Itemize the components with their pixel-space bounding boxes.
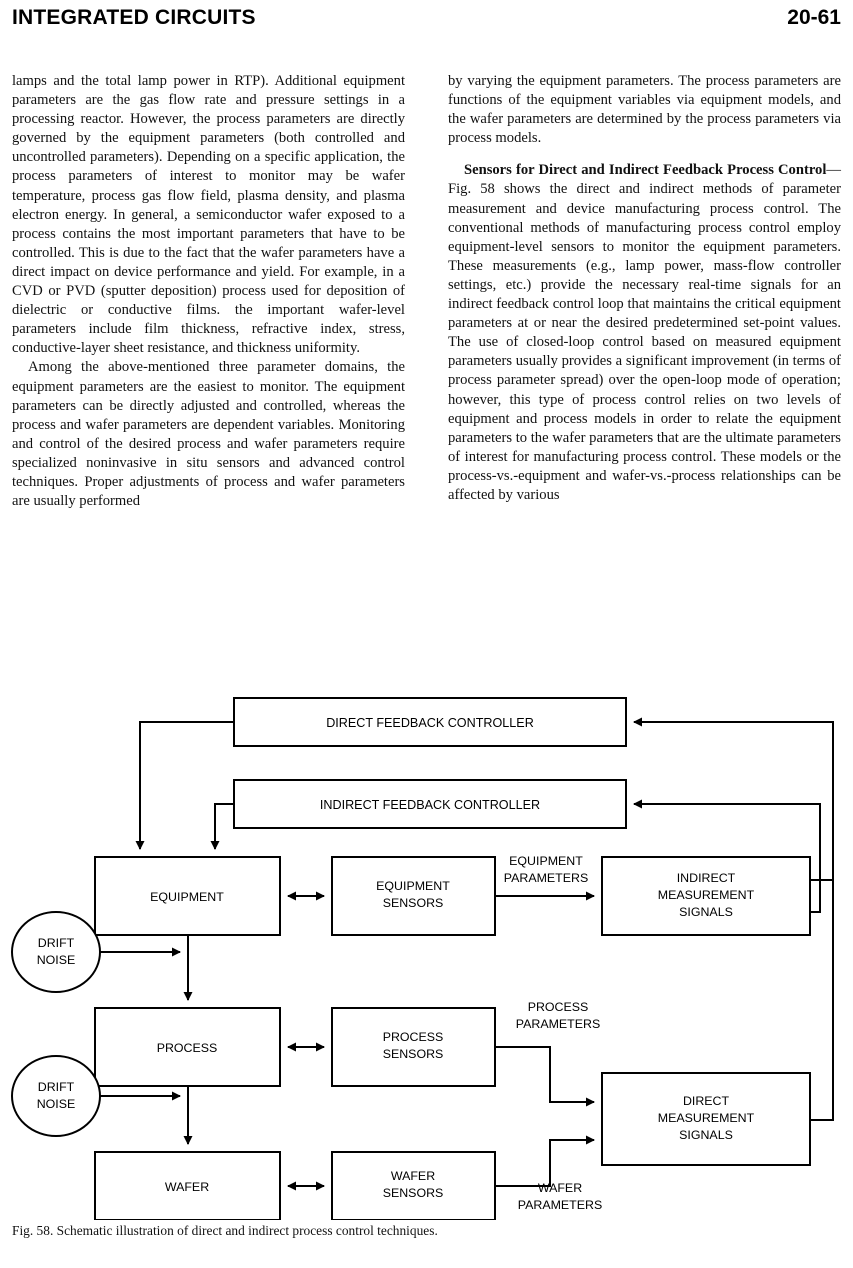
paragraph: Among the above-mentioned three parameter domains, the equipment parameters are the easiest to monitor. The equipment parameters can be directly adjusted and controlled, whereas the process and wafer parameters are dependent variables. Monitoring and control of the desired process and wafer parameters require specialized noninvasive in situ sensors and advanced control techniques. Proper adjustments of process and wafer parameters are usually performed <box>12 359 405 510</box>
paragraph: lamps and the total lamp power in RTP). Additional equipment parameters are the gas flow rate and pressure settings in a processing reactor. However, the process parameters are directly governed by the equipment parameters (both controlled and uncontrolled parameters). Depending on a specific application, the process parameters of interest to monitor may be wafer temperature, process gas flow field, plasma density, and plasma electron energy. In general, a semiconductor wafer exposed to a process contains the most important parameters that have to be controlled. This is due to the fact that the wafer parameters have a direct impact on device performance and yield. For example, in a CVD or PVD (sputter deposition) process used for deposition of dielectric or conductive films. the important wafer-level parameters include film thickness, refractive index, stress, conductive-layer sheet resistance, and thickness uniformity. <box>12 73 405 357</box>
connector-process-sensors-to-direct-signals <box>495 1047 594 1102</box>
connector-wafer-sensors-to-direct-signals <box>495 1140 594 1186</box>
drift-noise-circle-1 <box>12 912 100 992</box>
paragraph: by varying the equipment parameters. The process parameters are functions of the equipment variables via equipment models, and the wafer parameters are determined by the process parameters via process models. <box>448 73 841 147</box>
process-sensors-label-line2: SENSORS <box>382 1047 444 1061</box>
indirect-measurement-label-line2: MEASUREMENT <box>657 888 755 902</box>
equipment-sensors-label-line2: SENSORS <box>382 896 444 910</box>
equipment-sensors-label-line1: EQUIPMENT <box>376 879 450 893</box>
running-head <box>12 6 841 36</box>
drift-noise-2-label-line1: DRIFT <box>37 1080 75 1094</box>
indirect-measurement-label-line1: INDIRECT <box>676 871 736 885</box>
connector-direct-controller-to-equipment <box>140 722 234 849</box>
indirect-measurement-label-line3: SIGNALS <box>679 905 733 919</box>
paragraph-text: —Fig. 58 shows the direct and indirect methods of parameter measurement and device manufacturing process control. The conventional methods of manufacturing process control employ equipment-level sensors to monitor the equipment parameters. These measurements (e.g., lamp power, mass-flow controller settings, etc.) provide the necessary real-time signals for an indirect feedback control loop that maintains the critical equipment parameters at or near the desired predetermined set-point values. The use of closed-loop control based on measured equipment parameters usually provides a significant improvement (in terms of process parameter spread) over the open-loop mode of operation; however, this type of process control relies on two levels of equipment and process models in order to relate the equipment parameters to the wafer parameters that are the ultimate parameters of interest for manufacturing process control. These models or the process-vs.-equipment and wafer-vs.-process relationships can be affected by various <box>448 162 841 503</box>
drift-noise-1-label-line2: NOISE <box>36 953 76 967</box>
wafer-sensors-label-line1: WAFER <box>390 1169 436 1183</box>
equipment-parameters-label-line1: EQUIPMENT <box>509 854 583 868</box>
direct-measurement-label-line1: DIRECT <box>682 1094 730 1108</box>
process-parameters-label-line1: PROCESS <box>527 1000 589 1014</box>
paragraph-with-run-in-heading <box>448 161 841 505</box>
wafer-label: WAFER <box>164 1180 210 1194</box>
figure-caption: Fig. 58. Schematic illustration of direct and indirect process control techniques. <box>12 1223 438 1238</box>
page-title: INTEGRATED CIRCUITS <box>12 6 256 29</box>
wafer-sensors-label-line2: SENSORS <box>382 1186 444 1200</box>
direct-measurement-label-line2: MEASUREMENT <box>657 1111 755 1125</box>
run-in-heading: Sensors for Direct and Indirect Feedback Process Control <box>464 162 827 179</box>
equipment-label: EQUIPMENT <box>150 890 224 904</box>
drift-noise-circle-2 <box>12 1056 100 1136</box>
wafer-parameters-label-line2: PARAMETERS <box>517 1198 603 1212</box>
figure-58 <box>10 690 843 1220</box>
indirect-feedback-controller-label: INDIRECT FEEDBACK CONTROLLER <box>319 798 541 812</box>
direct-feedback-controller-label: DIRECT FEEDBACK CONTROLLER <box>326 716 534 730</box>
right-column <box>448 72 841 505</box>
connector-direct-signals-to-bus <box>810 722 833 1120</box>
process-sensors-label-line1: PROCESS <box>382 1030 444 1044</box>
drift-noise-1-label-line1: DRIFT <box>37 936 75 950</box>
drift-noise-2-label-line2: NOISE <box>36 1097 76 1111</box>
equipment-parameters-label-line2: PARAMETERS <box>503 871 589 885</box>
connector-indirect-controller-to-equipment <box>215 804 234 849</box>
process-label: PROCESS <box>156 1041 218 1055</box>
process-parameters-label-line2: PARAMETERS <box>515 1017 601 1031</box>
left-column <box>12 72 405 511</box>
wafer-parameters-label-line1: WAFER <box>537 1181 583 1195</box>
page-folio: 20-61 <box>787 6 841 29</box>
direct-measurement-label-line3: SIGNALS <box>679 1128 733 1142</box>
